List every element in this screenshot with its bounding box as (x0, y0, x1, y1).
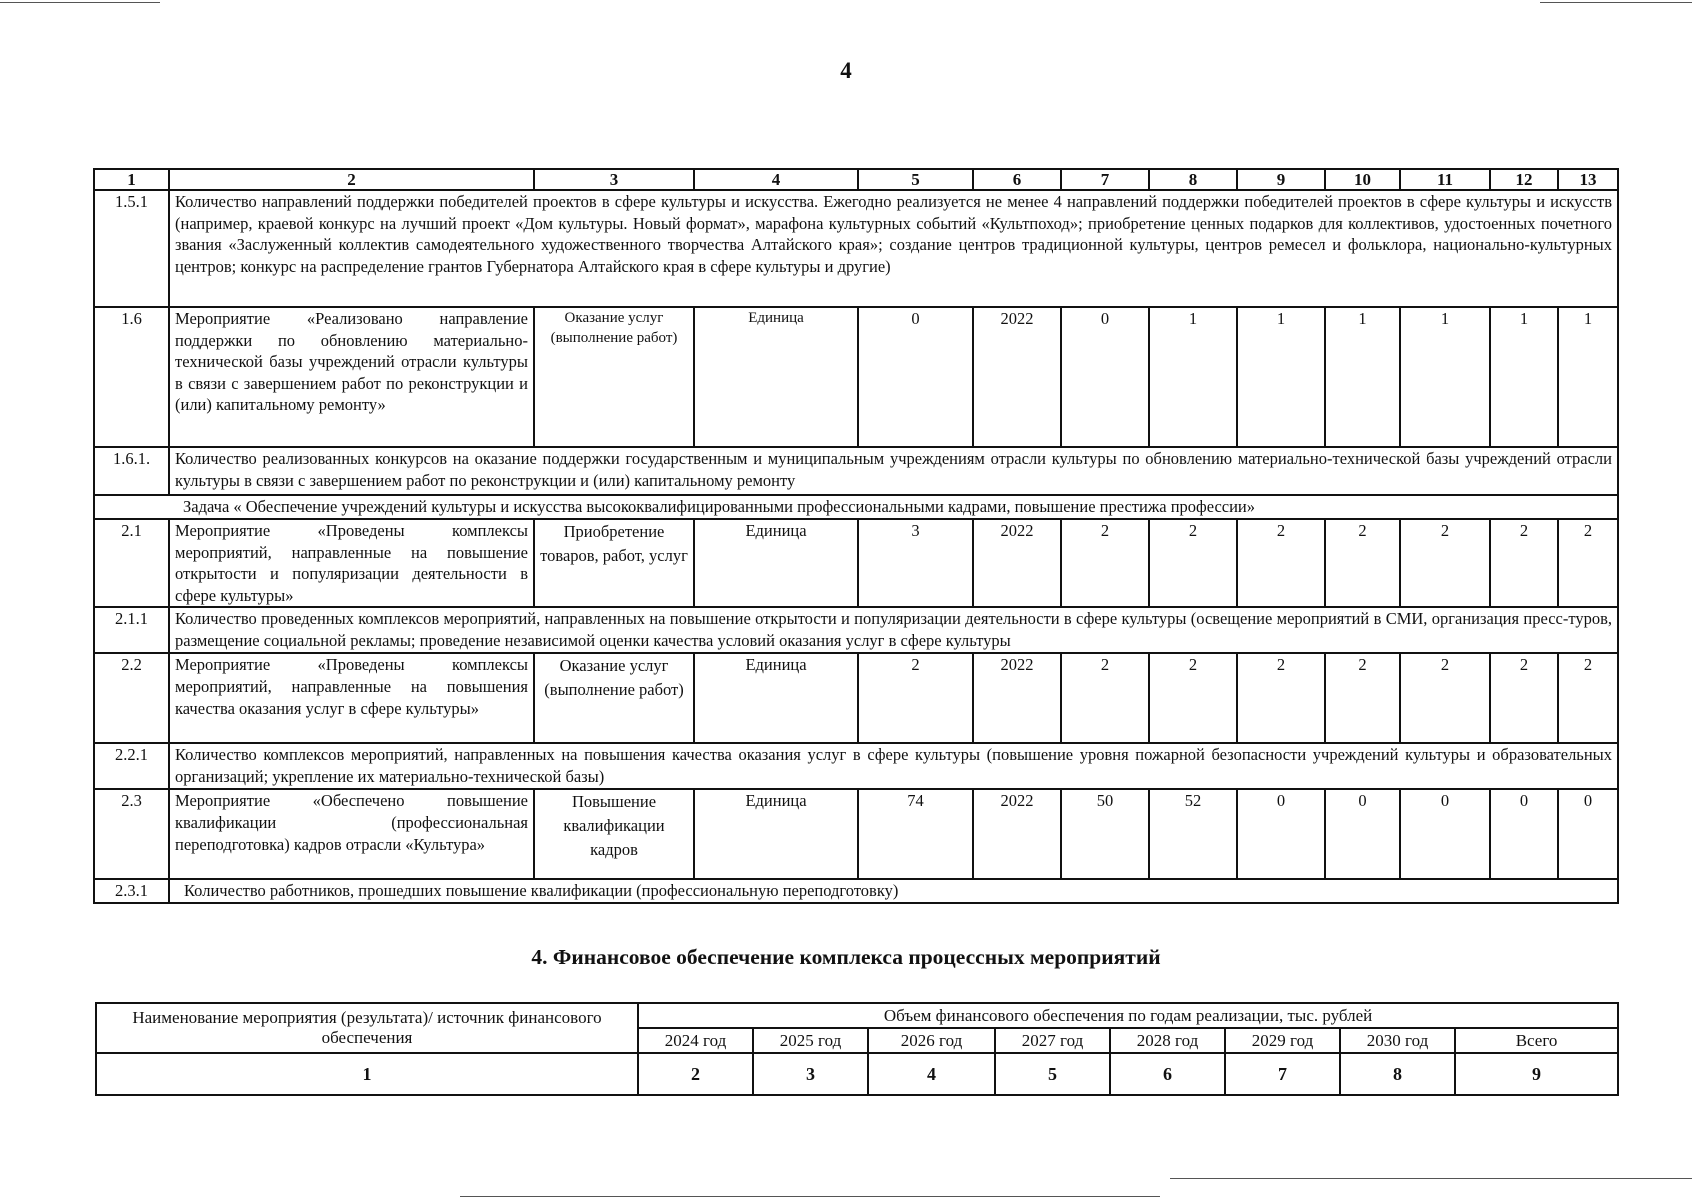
year-value: 2 (1149, 653, 1237, 743)
column-number: 3 (753, 1053, 868, 1095)
year-value: 2 (1061, 519, 1149, 607)
indicator-description: Количество работников, прошедших повышение квалификации (профессиональную переподготовку) (169, 879, 1618, 903)
year-header: 2028 год (1110, 1028, 1225, 1053)
year-header: Всего (1455, 1028, 1618, 1053)
event-type: Приобретение товаров, работ, услуг (534, 519, 694, 607)
unit: Единица (694, 519, 858, 607)
base-value: 0 (858, 307, 973, 447)
column-number: 4 (868, 1053, 995, 1095)
year-value: 0 (1061, 307, 1149, 447)
column-number: 11 (1400, 169, 1490, 190)
year-value: 2 (1490, 519, 1558, 607)
column-number: 7 (1061, 169, 1149, 190)
group-header: Объем финансового обеспечения по годам реализации, тыс. рублей (638, 1003, 1618, 1028)
event-name: Мероприятие «Проведены комплексы мероприятий, направленные на повышение открытости и популяризации деятельности в сфере культуры» (169, 519, 534, 607)
indicators-table (93, 168, 1619, 904)
year-value: 1 (1237, 307, 1325, 447)
column-number: 8 (1149, 169, 1237, 190)
year-value: 2 (1558, 519, 1618, 607)
year-value: 1 (1400, 307, 1490, 447)
column-number: 9 (1455, 1053, 1618, 1095)
event-name: Мероприятие «Реализовано направление поддержки по обновлению материально-технической базы учреждений отрасли культуры в связи с завершением работ по реконструкции и (или) капитальному ремонту» (169, 307, 534, 447)
year-header: 2025 год (753, 1028, 868, 1053)
year-value: 2 (1325, 653, 1400, 743)
page-number: 4 (840, 58, 852, 83)
column-number: 13 (1558, 169, 1618, 190)
table-row (94, 307, 1618, 447)
year-header: 2026 год (868, 1028, 995, 1053)
row-number: 2.1 (94, 519, 169, 607)
table-row (94, 879, 1618, 903)
table-row (94, 653, 1618, 743)
year-value: 2 (1490, 653, 1558, 743)
column-number: 7 (1225, 1053, 1340, 1095)
year-header: 2024 год (638, 1028, 753, 1053)
scan-edge-line (0, 2, 160, 3)
base-year: 2022 (973, 653, 1061, 743)
row-number: 2.3.1 (94, 879, 169, 903)
task-title: Задача « Обеспечение учреждений культуры и искусства высококвалифицированными профессиональными кадрами, повышение престижа профессии» (169, 495, 1618, 519)
event-type: Повышение квалификации кадров (534, 789, 694, 879)
base-year: 2022 (973, 307, 1061, 447)
year-value: 2 (1558, 653, 1618, 743)
column-number: 9 (1237, 169, 1325, 190)
year-value: 2 (1237, 519, 1325, 607)
indicator-description: Количество реализованных конкурсов на оказание поддержки государственным и муниципальным учреждениям отрасли культуры по обновлению материально-технической базы учреждений отрасли культуры в связи с завершением работ по реконструкции и (или) капитальному ремонту (169, 447, 1618, 495)
row-number: 1.6 (94, 307, 169, 447)
finance-header-row (96, 1003, 1618, 1028)
table-row (94, 519, 1618, 607)
unit: Единица (694, 789, 858, 879)
table-row (94, 607, 1618, 653)
base-value: 3 (858, 519, 973, 607)
indicator-description: Количество направлений поддержки победителей проектов в сфере культуры и искусства. Ежегодно реализуется не менее 4 направлений поддержки победителей проектов в сфере культуры и искусств (например, краевой конкурс на лучший проект «Дом культуры. Новый формат», марафона культурных событий «Культпоход»; приобретение ценных подарков для коллективов, удостоенных почетного звания «Заслуженный коллектив самодеятельного художественного творчества Алтайского края»; создание центров традиционной культуры, центров ремесел и фольклора, национально-культурных центров; конкурс на распределение грантов Губернатора Алтайского края в сфере культуры и другие) (169, 190, 1618, 307)
table-row (94, 743, 1618, 789)
column-number: 2 (169, 169, 534, 190)
year-value: 52 (1149, 789, 1237, 879)
section-title: 4. Финансовое обеспечение комплекса процессных мероприятий (531, 945, 1161, 969)
year-value: 2 (1061, 653, 1149, 743)
base-year: 2022 (973, 519, 1061, 607)
row-number: 2.2.1 (94, 743, 169, 789)
column-number: 1 (94, 169, 169, 190)
table-row (94, 447, 1618, 495)
row-number: 1.5.1 (94, 190, 169, 307)
column-number: 12 (1490, 169, 1558, 190)
column-number: 6 (973, 169, 1061, 190)
row-number: 1.6.1. (94, 447, 169, 495)
year-value: 1 (1490, 307, 1558, 447)
base-year: 2022 (973, 789, 1061, 879)
unit: Единица (694, 653, 858, 743)
column-number: 6 (1110, 1053, 1225, 1095)
indicator-description: Количество проведенных комплексов мероприятий, направленных на повышение открытости и популяризации деятельности в сфере культуры (освещение мероприятий в СМИ, организация пресс-туров, размещение социальной рекламы; проведение независимой оценки качества условий оказания услуг в сфере культуры (169, 607, 1618, 653)
event-type: Оказание услуг (выполнение работ) (534, 653, 694, 743)
year-header: 2029 год (1225, 1028, 1340, 1053)
year-header: 2027 год (995, 1028, 1110, 1053)
task-row (94, 495, 1618, 519)
base-value: 2 (858, 653, 973, 743)
scan-edge-line (1170, 1178, 1692, 1179)
base-value: 74 (858, 789, 973, 879)
name-header: Наименование мероприятия (результата)/ источник финансового обеспечения (96, 1003, 638, 1053)
year-value: 2 (1400, 519, 1490, 607)
year-value: 1 (1325, 307, 1400, 447)
column-number: 5 (995, 1053, 1110, 1095)
year-value: 1 (1149, 307, 1237, 447)
unit: Единица (694, 307, 858, 447)
table-row (94, 789, 1618, 879)
year-value: 0 (1400, 789, 1490, 879)
year-value: 2 (1400, 653, 1490, 743)
indicator-description: Количество комплексов мероприятий, направленных на повышения качества оказания услуг в сфере культуры (повышение уровня пожарной безопасности учреждений культуры и образовательных организаций; укрепление их материально-технической базы) (169, 743, 1618, 789)
year-value: 50 (1061, 789, 1149, 879)
scan-edge-line (1540, 2, 1692, 3)
row-number: 2.3 (94, 789, 169, 879)
row-number: 2.1.1 (94, 607, 169, 653)
event-type: Оказание услуг (выполнение работ) (534, 307, 694, 447)
column-number: 4 (694, 169, 858, 190)
year-value: 0 (1558, 789, 1618, 879)
year-value: 2 (1237, 653, 1325, 743)
year-header: 2030 год (1340, 1028, 1455, 1053)
event-name: Мероприятие «Проведены комплексы мероприятий, направленные на повышения качества оказания услуг в сфере культуры» (169, 653, 534, 743)
empty-cell (94, 495, 169, 519)
year-value: 2 (1325, 519, 1400, 607)
scan-edge-line (460, 1196, 1160, 1197)
event-name: Мероприятие «Обеспечено повышение квалификации (профессиональная переподготовка) кадров отрасли «Культура» (169, 789, 534, 879)
year-value: 0 (1490, 789, 1558, 879)
year-value: 1 (1558, 307, 1618, 447)
column-number: 5 (858, 169, 973, 190)
table-header-row (94, 169, 1618, 190)
column-number: 2 (638, 1053, 753, 1095)
column-number: 10 (1325, 169, 1400, 190)
finance-numbers-row (96, 1053, 1618, 1095)
column-number: 1 (96, 1053, 638, 1095)
year-value: 0 (1237, 789, 1325, 879)
row-number: 2.2 (94, 653, 169, 743)
year-value: 2 (1149, 519, 1237, 607)
finance-table (95, 1002, 1619, 1096)
column-number: 3 (534, 169, 694, 190)
table-row (94, 190, 1618, 307)
column-number: 8 (1340, 1053, 1455, 1095)
year-value: 0 (1325, 789, 1400, 879)
